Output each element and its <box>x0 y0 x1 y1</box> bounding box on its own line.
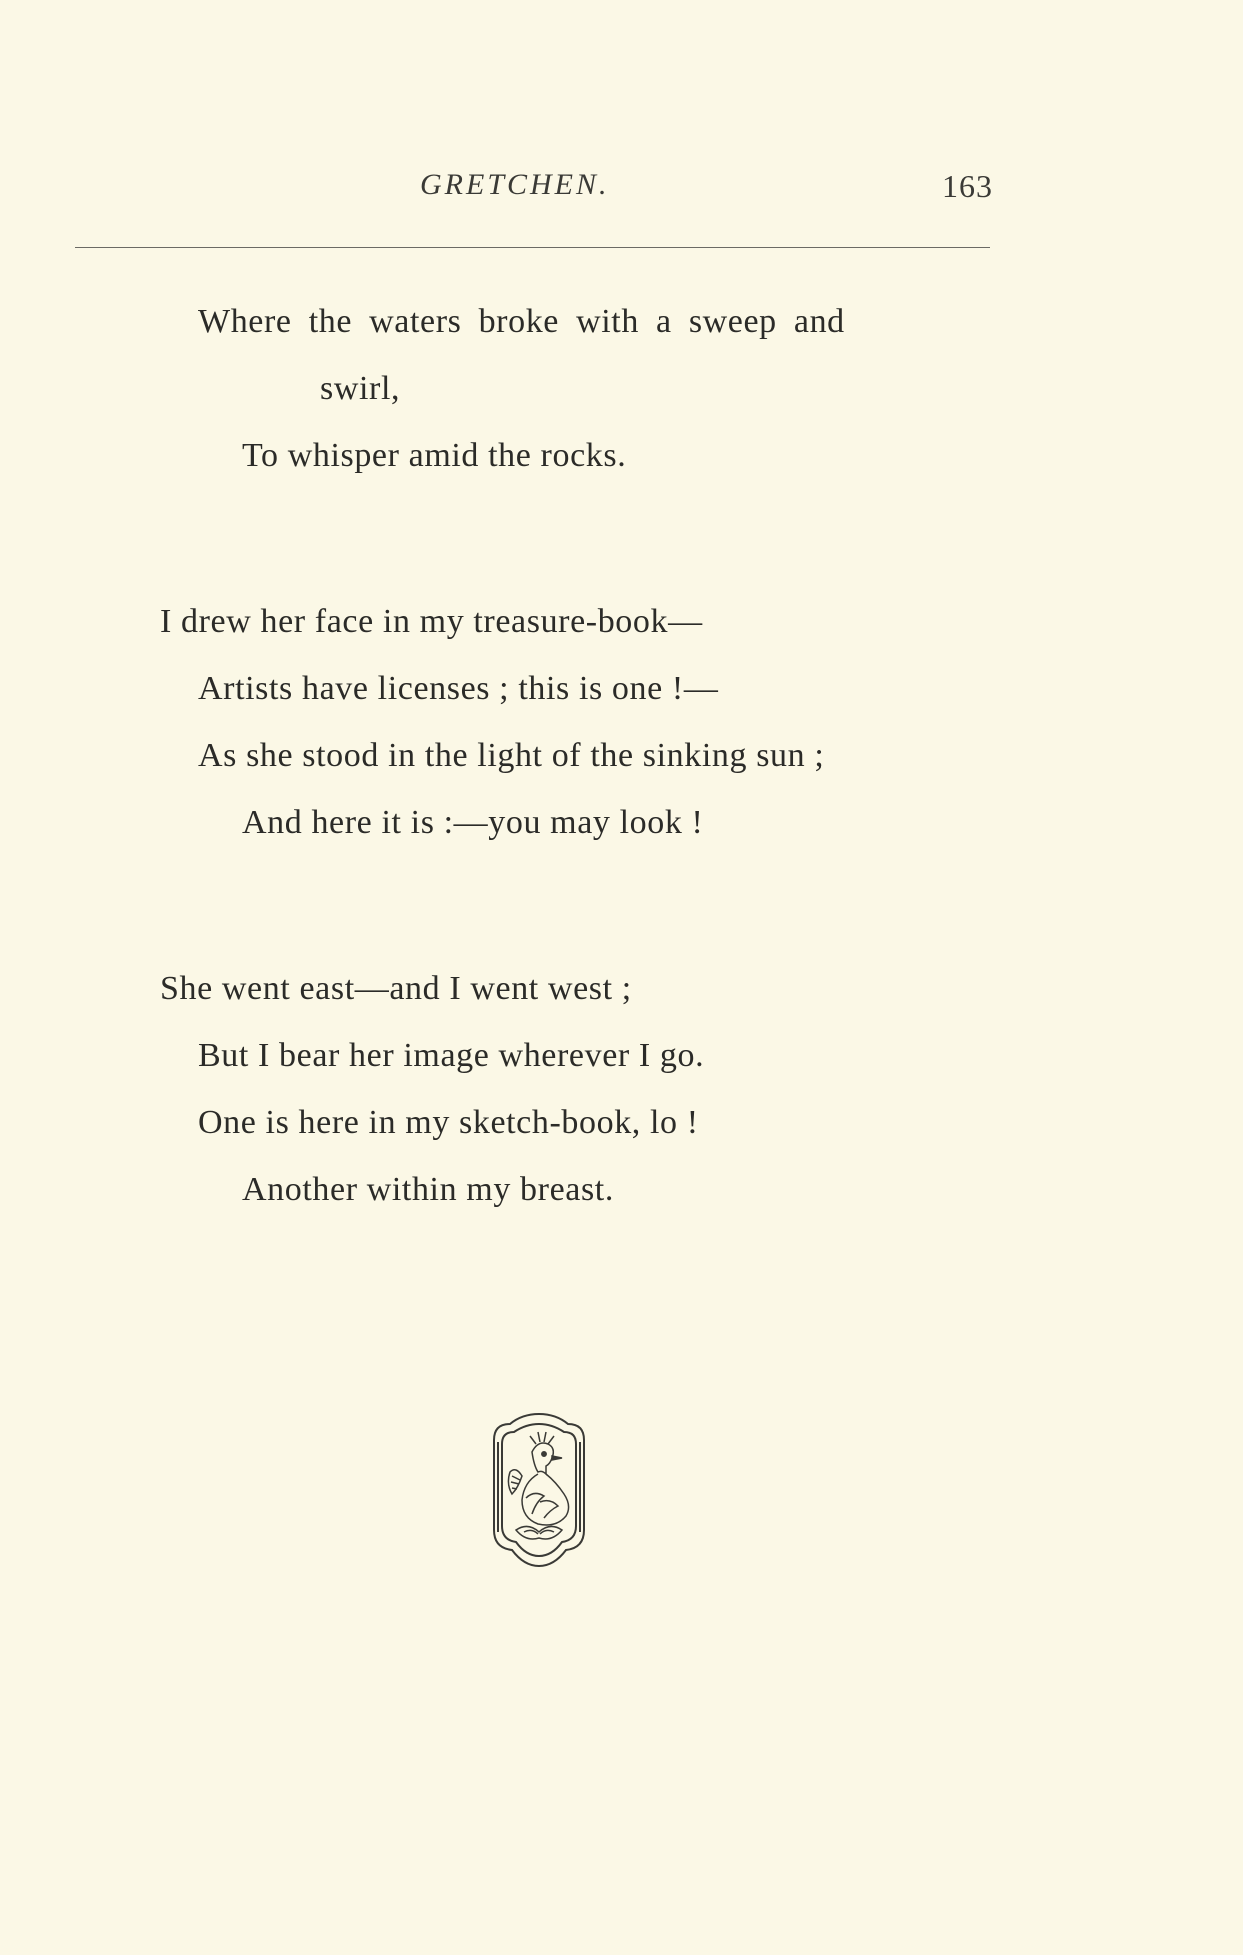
running-title: GRETCHEN. <box>420 168 610 201</box>
poem-line: swirl, <box>320 370 401 407</box>
poem-line: And here it is :—you may look ! <box>242 804 704 841</box>
poem-line: But I bear her image wherever I go. <box>198 1037 705 1074</box>
poem-line: To whisper amid the rocks. <box>242 437 627 474</box>
header-rule <box>75 247 990 248</box>
poem-line: One is here in my sketch-book, lo ! <box>198 1104 699 1141</box>
page-number: 163 <box>942 168 993 204</box>
poem-line: I drew her face in my treasure-book— <box>160 603 703 640</box>
poem-line: Artists have licenses ; this is one !— <box>198 670 719 707</box>
poem-line: She went east—and I went west ; <box>160 970 632 1007</box>
heraldic-bird-vignette-icon <box>476 1410 602 1572</box>
running-header <box>0 168 1243 208</box>
poem-line: As she stood in the light of the sinking sun ; <box>198 737 825 774</box>
poem-line: Where the waters broke with a sweep and <box>198 303 845 340</box>
poem-line: Another within my breast. <box>242 1171 614 1208</box>
